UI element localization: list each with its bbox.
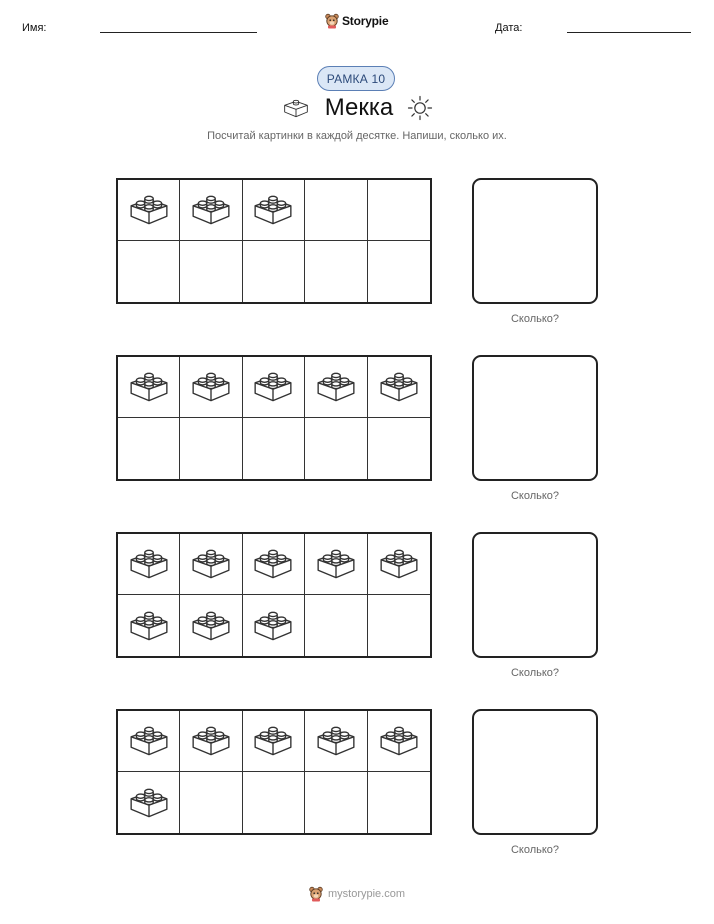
answer-label: Сколько? [510,313,560,325]
ten-frame [116,532,432,658]
frame-cell [368,180,430,241]
frame-cell [180,534,242,595]
lego-brick-icon [190,368,232,406]
lego-brick-icon [128,607,170,645]
sun-icon [407,95,433,121]
answer-box[interactable] [472,355,598,481]
frame-cell [305,772,367,833]
lego-brick-icon [315,722,357,760]
date-line[interactable] [567,32,691,33]
frame-cell [243,595,305,656]
ten-frame [116,178,432,304]
frame-cell [118,772,180,833]
frame-cell [305,180,367,241]
lego-brick-icon [378,368,420,406]
title-text: Мекка [324,94,394,121]
name-line[interactable] [100,32,257,33]
lego-brick-icon [252,722,294,760]
frame-cell [180,595,242,656]
lego-brick-icon [128,545,170,583]
frame-cell [305,418,367,479]
answer-label: Сколько? [510,844,560,856]
frame-cell [368,534,430,595]
frame-cell [368,772,430,833]
answer-label: Сколько? [510,490,560,502]
answer-box[interactable] [472,709,598,835]
instructions-text: Посчитай картинки в каждой десятке. Напиши, сколько их. [207,130,507,142]
ten-frame [116,709,432,835]
lego-brick-icon [252,545,294,583]
date-label: Дата: [495,22,523,34]
storypie-bear-icon [325,13,339,29]
frame-cell [243,357,305,418]
frame-cell [305,595,367,656]
frame-cell [118,534,180,595]
frame-cell [243,711,305,772]
lego-brick-icon [315,545,357,583]
frame-cell [118,180,180,241]
answer-box[interactable] [472,178,598,304]
storypie-bear-icon [309,886,323,902]
page-title [0,94,714,127]
frame-cell [180,357,242,418]
lego-brick-icon [378,722,420,760]
frame-cell [180,180,242,241]
lego-brick-icon [128,784,170,822]
frame-cell [118,241,180,302]
lego-brick-icon [252,368,294,406]
answer-box[interactable] [472,532,598,658]
answer-label: Сколько? [510,667,560,679]
frame-cell [180,418,242,479]
lego-brick-icon [190,607,232,645]
frame-cell [118,711,180,772]
frame-cell [368,418,430,479]
lego-brick-icon [315,368,357,406]
lego-brick-icon [378,545,420,583]
lego-brick-icon [252,191,294,229]
frame-cell [118,357,180,418]
frame-cell [243,534,305,595]
footer [0,886,714,902]
frame-cell [305,711,367,772]
frame-cell [180,241,242,302]
frame-cell [118,418,180,479]
frame-cell [305,357,367,418]
footer-url[interactable]: mystorypie.com [327,888,406,900]
frame-cell [368,595,430,656]
frame-badge: РАМКА 10 [317,66,395,91]
frame-cell [368,711,430,772]
lego-brick-icon [252,607,294,645]
lego-brick-icon [128,191,170,229]
frame-cell [305,241,367,302]
lego-brick-icon [190,722,232,760]
frame-cell [243,180,305,241]
lego-brick-icon [128,722,170,760]
frame-cell [243,772,305,833]
frame-cell [368,357,430,418]
frame-cell [118,595,180,656]
brand-logo [325,13,388,29]
name-label: Имя: [22,22,47,34]
lego-brick-icon [190,545,232,583]
frame-cell [305,534,367,595]
lego-brick-icon [128,368,170,406]
brand-name: Storypie [342,14,389,28]
frame-cell [243,418,305,479]
frame-cell [180,711,242,772]
lego-brick-icon [281,96,311,120]
ten-frame [116,355,432,481]
frame-cell [243,241,305,302]
frame-cell [180,772,242,833]
frame-cell [368,241,430,302]
lego-brick-icon [190,191,232,229]
